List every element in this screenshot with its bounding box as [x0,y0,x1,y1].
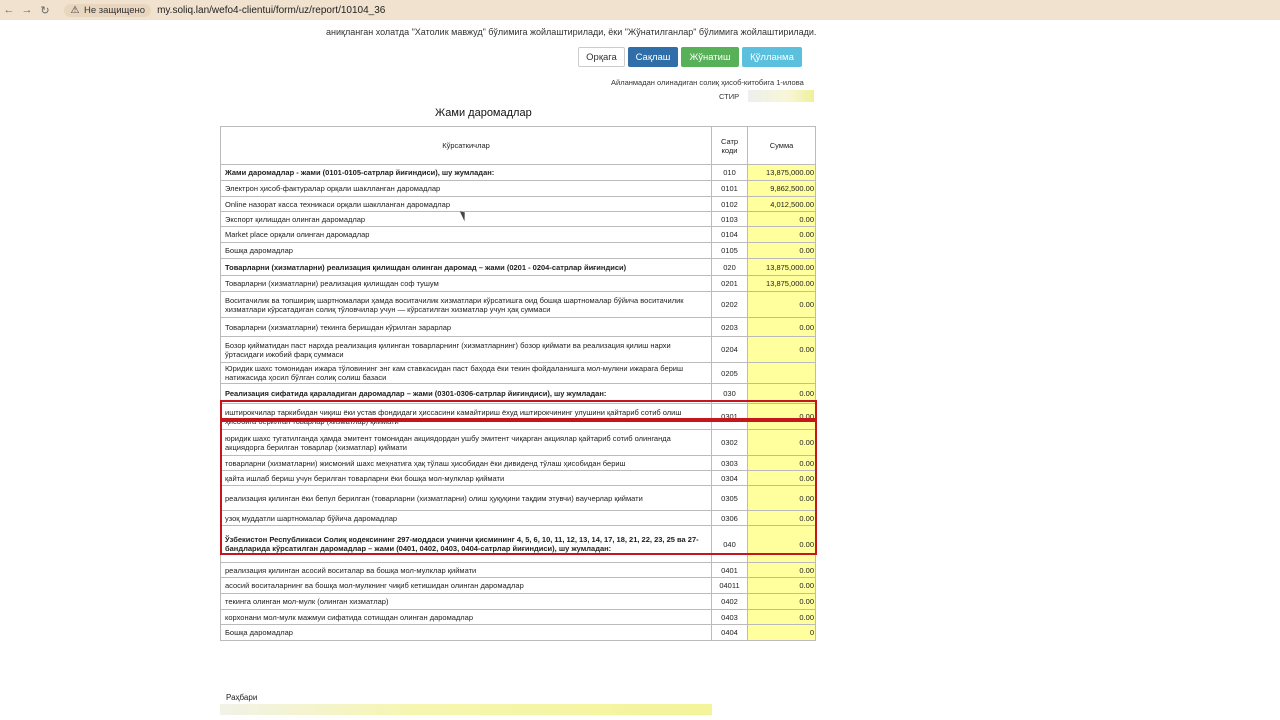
row-code: 0303 [712,456,748,471]
page-title: Жами даромадлар [435,107,532,119]
table-row [221,363,816,384]
table-row [221,610,816,625]
row-name: Online назорат касса техникаси орқали шаклланган даромадлар [221,197,712,212]
row-name: Товарларни (хизматларни) реализация қилишдан соф тушум [221,276,712,292]
table-row [221,486,816,511]
security-label: Не защищено [84,4,146,16]
table-row [221,337,816,363]
row-sum-input[interactable] [748,363,816,384]
table-row [221,526,816,563]
row-sum-input[interactable]: 13,875,000.00 [748,276,816,292]
row-name: текинга олинган мол-мулк (олинган хизматлар) [221,594,712,610]
row-code: 030 [712,384,748,404]
row-code: 0201 [712,276,748,292]
forward-arrow-icon[interactable]: → [21,4,33,16]
table-row [221,456,816,471]
table-row [221,578,816,594]
row-sum-input[interactable]: 0.00 [748,471,816,486]
table-row [221,227,816,243]
row-sum-input[interactable]: 0.00 [748,404,816,430]
row-code: 0205 [712,363,748,384]
row-code: 0403 [712,610,748,625]
header-name: Кўрсаткичлар [221,127,712,165]
table-row [221,197,816,212]
row-sum-input[interactable]: 4,012,500.00 [748,197,816,212]
row-sum-input[interactable]: 13,875,000.00 [748,165,816,181]
table-row [221,259,816,276]
row-code: 0102 [712,197,748,212]
row-name: Market place орқали олинган даромадлар [221,227,712,243]
row-sum-input[interactable]: 0.00 [748,563,816,578]
tin-value-redacted [748,90,814,102]
row-sum-input[interactable]: 0.00 [748,430,816,456]
url-text[interactable]: my.soliq.lan/wefo4-clientui/form/uz/report/10104_36 [157,4,386,16]
row-name: Юридик шахс томонидан ижара тўловининг энг кам ставкасидан паст баҳода ёки текин фойдаланишга мол-мулкни ижарага бериш натижасида ҳосил бўлган солиқ солиш базаси [221,363,712,384]
row-name: Бозор қийматидан паст нархда реализация қилинган товарларнинг (хизматларнинг) бозор қиймати ва реализация қилиш нархи ўртасидаги ижобий фарқ суммаси [221,337,712,363]
row-name: иштирокчилар таркибидан чиқиш ёки устав фондидаги ҳиссасини камайтириш ёхуд иштирокчининг улушини қайтариб сотиб олиш ҳисобига берилган товарлар (хизматлар) қиймати [221,404,712,430]
row-name: Воситачилик ва топшириқ шартномалари ҳамда воситачилик хизматлари кўрсатишга оид бошқа шартномалар бўйича воситачилик хизматлари кўрсатадиган солиқ тўловчилар учун — кўрсатилган хизматлар учун ҳақ суммаси [221,292,712,318]
row-name: Ўзбекистон Республикаси Солиқ кодексининг 297-моддаси учинчи қисмининг 4, 5, 6, 10, 11, 12, 13, 14, 17, 18, 21, 22, 23, 25 ва 27-бандларида кўрсатилган даромадлар – жами (0401, 0402, 0403, 0404-сатрлар йиғиндиси), шу жумладан: [221,526,712,563]
row-sum-input[interactable]: 0.00 [748,578,816,594]
row-name: Бошқа даромадлар [221,625,712,641]
table-row [221,165,816,181]
row-sum-input[interactable]: 0.00 [748,384,816,404]
table-row [221,404,816,430]
help-button[interactable]: Қўлланма [742,47,802,67]
row-sum-input[interactable]: 0.00 [748,318,816,337]
appendix-label: Айланмадан олинадиган солиқ ҳисоб-китобига 1-илова [611,78,804,87]
table-row [221,625,816,641]
row-code: 0402 [712,594,748,610]
row-name: Товарларни (хизматларни) реализация қилишдан олинган даромад – жами (0201 - 0204-сатрлар йиғиндиси) [221,259,712,276]
warning-icon: ⚠ [70,4,80,16]
table-row [221,181,816,197]
row-code: 0103 [712,212,748,227]
row-code: 04011 [712,578,748,594]
row-name: товарларни (хизматларни) жисмоний шахс меҳнатига ҳақ тўлаш ҳисобидан ёки дивиденд тўлаш ҳисобидан бериш [221,456,712,471]
row-name: Экспорт қилишдан олинган даромадлар [221,212,712,227]
row-sum-input[interactable]: 0.00 [748,456,816,471]
table-row [221,430,816,456]
top-note: аниқланган холатда "Хатолик мавжуд" бўлимига жойлаштирилади, ёки "Жўнатилганлар" бўлимига жойлаштирилади. [326,27,817,37]
row-name: узоқ муддатли шартномалар бўйича даромадлар [221,511,712,526]
row-name: юридик шахс тугатилганда ҳамда эмитент томонидан акциядордан ушбу эмитент чиқарган акциялар қайтариб сотиб олинганда акциядорга берилган товарлар (хизматлар) қиймати [221,430,712,456]
row-sum-input[interactable]: 13,875,000.00 [748,259,816,276]
table-row [221,594,816,610]
header-code: Сатр коди [712,127,748,165]
row-sum-input[interactable]: 0.00 [748,337,816,363]
row-name: қайта ишлаб бериш учун берилган товарларни ёки бошқа мол-мулклар қиймати [221,471,712,486]
address-bar[interactable] [64,4,385,17]
row-code: 0203 [712,318,748,337]
row-code: 0202 [712,292,748,318]
row-code: 0101 [712,181,748,197]
row-name: Электрон ҳисоб-фактуралар орқали шаклланган даромадлар [221,181,712,197]
row-sum-input[interactable]: 0.00 [748,610,816,625]
row-sum-input[interactable]: 0.00 [748,486,816,511]
row-sum-input[interactable]: 0.00 [748,227,816,243]
row-code: 010 [712,165,748,181]
header-sum: Сумма [748,127,816,165]
row-name: Товарларни (хизматларни) текинга беришдан кўрилган зарарлар [221,318,712,337]
table-body [221,165,816,641]
row-name: Реализация сифатида қараладиган даромадлар – жами (0301-0306-сатрлар йиғиндиси), шу жумладан: [221,384,712,404]
table-row [221,511,816,526]
table-row [221,563,816,578]
row-sum-input[interactable]: 0.00 [748,511,816,526]
reload-icon[interactable]: ↻ [40,4,50,17]
row-code: 0301 [712,404,748,430]
row-sum-input[interactable]: 0.00 [748,526,816,563]
row-sum-input[interactable]: 0.00 [748,292,816,318]
row-sum-input[interactable]: 9,862,500.00 [748,181,816,197]
income-table [220,126,816,641]
row-name: асосий воситаларнинг ва бошқа мол-мулкнинг чиқиб кетишидан олинган даромадлар [221,578,712,594]
table-row [221,212,816,227]
row-sum-input[interactable]: 0.00 [748,212,816,227]
row-code: 0304 [712,471,748,486]
back-button[interactable]: Орқага [578,47,625,67]
table-row [221,318,816,337]
table-row [221,471,816,486]
browser-toolbar [0,0,1280,20]
row-code: 0302 [712,430,748,456]
row-code: 020 [712,259,748,276]
table-row [221,276,816,292]
head-label: Раҳбари [226,693,258,702]
save-button[interactable]: Сақлаш [628,47,678,67]
row-sum-input[interactable]: 0.00 [748,594,816,610]
back-arrow-icon[interactable]: ← [3,4,15,16]
table-header-row [221,127,816,165]
row-name: Жами даромадлар - жами (0101-0105-сатрлар йиғиндиси), шу жумладан: [221,165,712,181]
row-code: 0305 [712,486,748,511]
row-sum-input[interactable]: 0.00 [748,243,816,259]
table-row [221,243,816,259]
table-row [221,384,816,404]
row-sum-input[interactable]: 0 [748,625,816,641]
action-buttons [578,47,802,67]
row-code: 0404 [712,625,748,641]
security-indicator[interactable] [64,4,151,17]
head-value-redacted [220,704,712,715]
row-code: 0104 [712,227,748,243]
row-code: 0401 [712,563,748,578]
row-name: реализация қилинган асосий воситалар ва бошқа мол-мулклар қиймати [221,563,712,578]
report-page [0,20,1280,720]
send-button[interactable]: Жўнатиш [681,47,739,67]
row-name: корхонани мол-мулк мажмуи сифатида сотишдан олинган даромадлар [221,610,712,625]
table-row [221,292,816,318]
row-code: 0105 [712,243,748,259]
row-code: 040 [712,526,748,563]
row-code: 0306 [712,511,748,526]
row-name: Бошқа даромадлар [221,243,712,259]
row-name: реализация қилинган ёки бепул берилган (товарларни (хизматларни) олиш ҳуқуқини тақдим этувчи) ваучерлар қиймати [221,486,712,511]
tin-label: СТИР [719,92,740,101]
row-code: 0204 [712,337,748,363]
